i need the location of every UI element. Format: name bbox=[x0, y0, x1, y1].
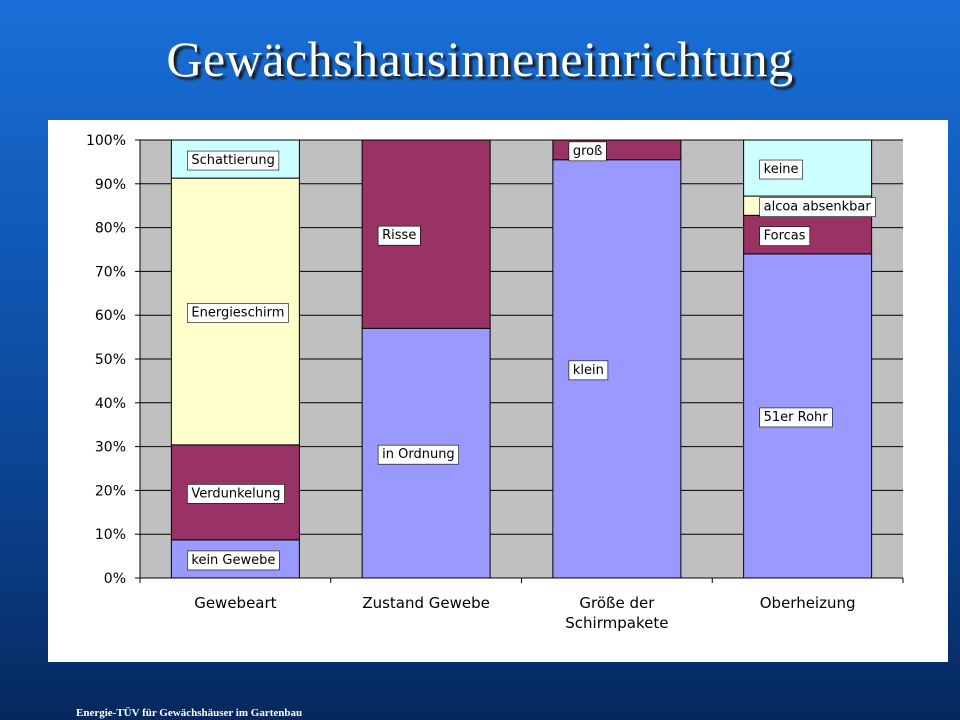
stacked-bar-chart bbox=[48, 120, 948, 662]
data-label: alcoa absenkbar bbox=[763, 199, 871, 215]
y-tick-label: 60% bbox=[94, 308, 126, 325]
data-label: keine bbox=[763, 162, 799, 178]
y-tick-label: 100% bbox=[85, 133, 126, 149]
footer-text: Energie-TÜV für Gewächshäuser im Gartenbau bbox=[76, 707, 303, 719]
data-label: Verdunkelung bbox=[191, 486, 281, 502]
x-category-label: Schirmpakete bbox=[565, 614, 669, 632]
x-category-label: Oberheizung bbox=[759, 594, 856, 612]
data-label: Schattierung bbox=[191, 153, 275, 169]
y-tick-label: 70% bbox=[94, 264, 126, 281]
x-category-label: Zustand Gewebe bbox=[362, 594, 490, 612]
slide-title: Gewächshausinneneinrichtung bbox=[166, 31, 794, 87]
x-category-label: Gewebeart bbox=[194, 594, 277, 612]
data-label: groß bbox=[572, 143, 603, 159]
data-label: Forcas bbox=[763, 228, 806, 244]
y-tick-label: 50% bbox=[94, 352, 126, 368]
y-tick-label: 0% bbox=[103, 571, 126, 587]
x-category-label: Größe der bbox=[579, 594, 655, 612]
data-label: in Ordnung bbox=[382, 447, 455, 463]
y-tick-label: 40% bbox=[94, 395, 126, 412]
data-label: Risse bbox=[382, 228, 417, 244]
y-tick-label: 80% bbox=[94, 220, 126, 237]
data-label: kein Gewebe bbox=[191, 552, 276, 568]
data-label: klein bbox=[572, 362, 604, 378]
data-label: 51er Rohr bbox=[763, 409, 828, 425]
y-tick-label: 30% bbox=[94, 439, 126, 456]
y-tick-label: 90% bbox=[94, 176, 126, 193]
data-label: Energieschirm bbox=[191, 305, 285, 321]
y-tick-label: 20% bbox=[94, 483, 126, 500]
y-tick-label: 10% bbox=[94, 527, 126, 544]
chart-panel bbox=[48, 120, 948, 662]
